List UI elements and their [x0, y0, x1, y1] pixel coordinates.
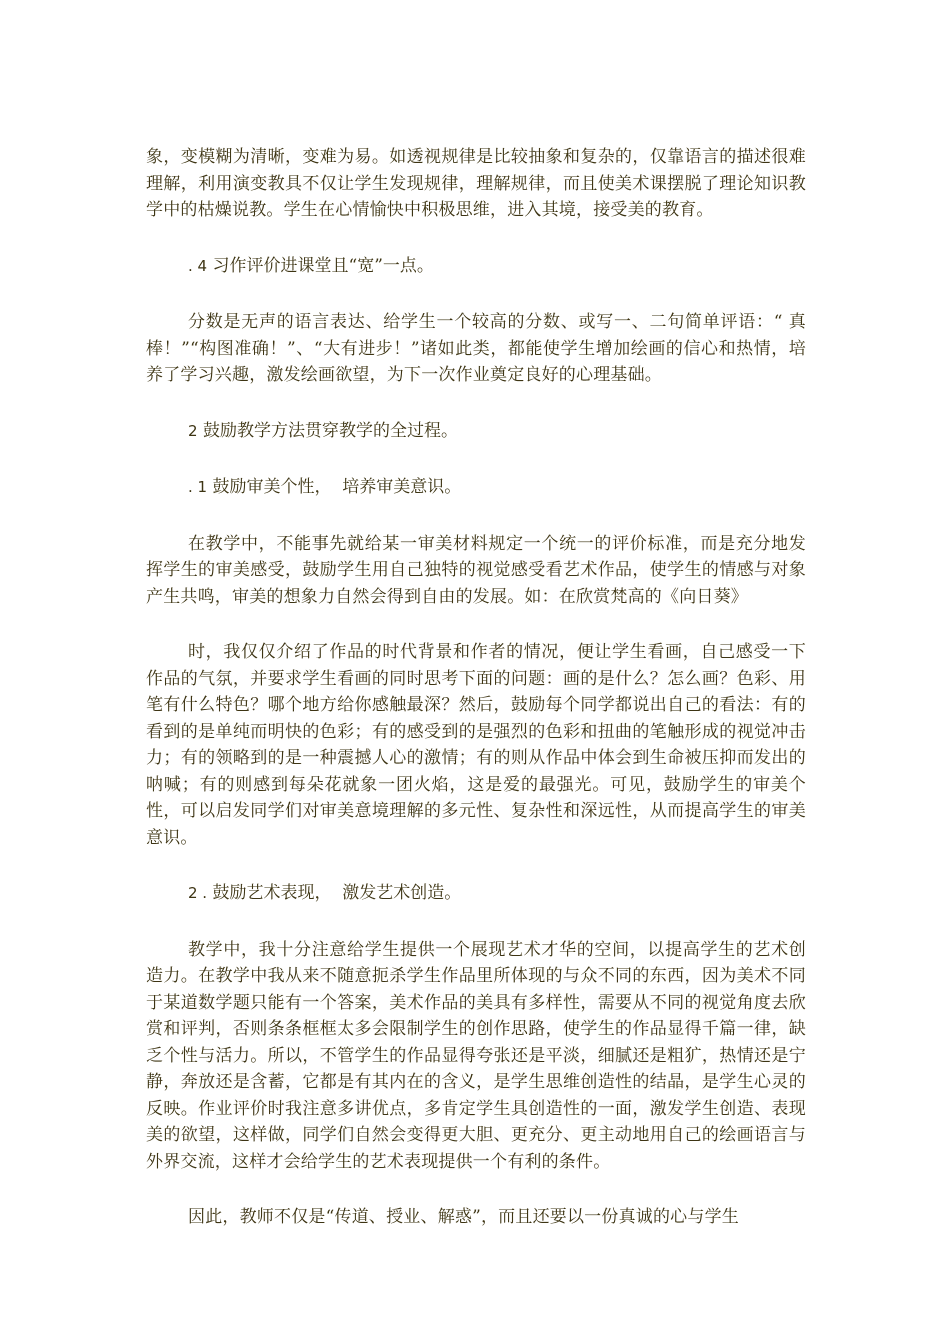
- section-number: . 4: [188, 256, 208, 275]
- paragraph-sunflowers: 时，我仅仅介绍了作品的时代背景和作者的情况，便让学生看画，自己感受一下作品的气氛，并要求学生看画的同时思考下面的问题：画的是什么？怎么画？色彩、用笔有什么特色？哪个地方给你感触最深？然后，鼓励每个同学都说出自己的看法：有的看到的是单纯而明快的色彩；有的感受到的是强烈的色彩和扭曲的笔触形成的视觉冲击力；有的领略到的是一种震撼人心的激情；有的则从作品中体会到生命被压抑而发出的呐喊；有的则感到每朵花就象一团火焰，这是爱的最强光。可见，鼓励学生的审美个性，可以启发同学们对审美意境理解的多元性、复杂性和深远性，从而提高学生的审美意识。: [146, 642, 806, 848]
- paragraph-aesthetic-standard: 在教学中，不能事先就给某一审美材料规定一个统一的评价标准，而是充分地发挥学生的审美感受，鼓励学生用自己独特的视觉感受看艺术作品，使学生的情感与对象产生共鸣，审美的想象力自然会得到自由的发展。如：在欣赏梵高的《向日葵》: [146, 533, 806, 607]
- section-heading-4: [146, 253, 806, 280]
- section-heading-2-2: [146, 880, 806, 907]
- document-page: [146, 144, 806, 1260]
- paragraph-art-creation: 教学中，我十分注意给学生提供一个展现艺术才华的空间，以提高学生的艺术创造力。在教学中我从来不随意扼杀学生作品里所体现的与众不同的东西，因为美术不同于某道数学题只能有一个答案，美术作品的美具有多样性，需要从不同的视觉角度去欣赏和评判，否则条条框框太多会限制学生的创作思路，使学生的作品显得千篇一律，缺乏个性与活力。所以，不管学生的作品显得夸张还是平淡，细腻还是粗犷，热情还是宁静，奔放还是含蓄，它都是有其内在的含义，是学生思维创造性的结晶，是学生心灵的反映。作业评价时我注意多讲优点，多肯定学生具创造性的一面，激发学生创造、表现美的欲望，这样做，同学们自然会变得更大胆、更充分、更主动地用自己的绘画语言与外界交流，这样才会给学生的艺术表现提供一个有利的条件。: [146, 939, 806, 1172]
- paragraph-continuation: 象，变模糊为清晰，变难为易。如透视规律是比较抽象和复杂的，仅靠语言的描述很难理解，利用演变教具不仅让学生发现规律，理解规律，而且使美术课摆脱了理论知识教学中的枯燥说教。学生在心情愉快中积极思维，进入其境，接受美的教育。: [146, 147, 806, 220]
- section-title: 鼓励教学方法贯穿教学的全过程。: [197, 420, 458, 441]
- section-title: 鼓励审美个性， 培养审美意识。: [207, 477, 462, 497]
- section-number: 2: [188, 421, 198, 440]
- section-heading-2-1: [146, 474, 806, 501]
- paragraph-scoring: 分数是无声的语言表达、给学生一个较高的分数、或写一、二句简单评语：“ 真棒！”“构图准确！”、“大有进步！”诸如此类，都能使学生增加绘画的信心和热情，培养了学习兴趣，激发绘画欲望，为下一次作业奠定良好的心理基础。: [146, 312, 806, 385]
- section-number: 2 .: [188, 884, 208, 902]
- section-title: 鼓励艺术表现， 激发艺术创造。: [207, 883, 462, 903]
- section-heading-2: [146, 418, 806, 445]
- section-number: . 1: [188, 478, 208, 496]
- paragraph-conclusion: 因此，教师不仅是“传道、授业、解惑”，而且还要以一份真诚的心与学生: [188, 1207, 739, 1227]
- section-title: 习作评价进课堂且“宽”一点。: [207, 255, 434, 276]
